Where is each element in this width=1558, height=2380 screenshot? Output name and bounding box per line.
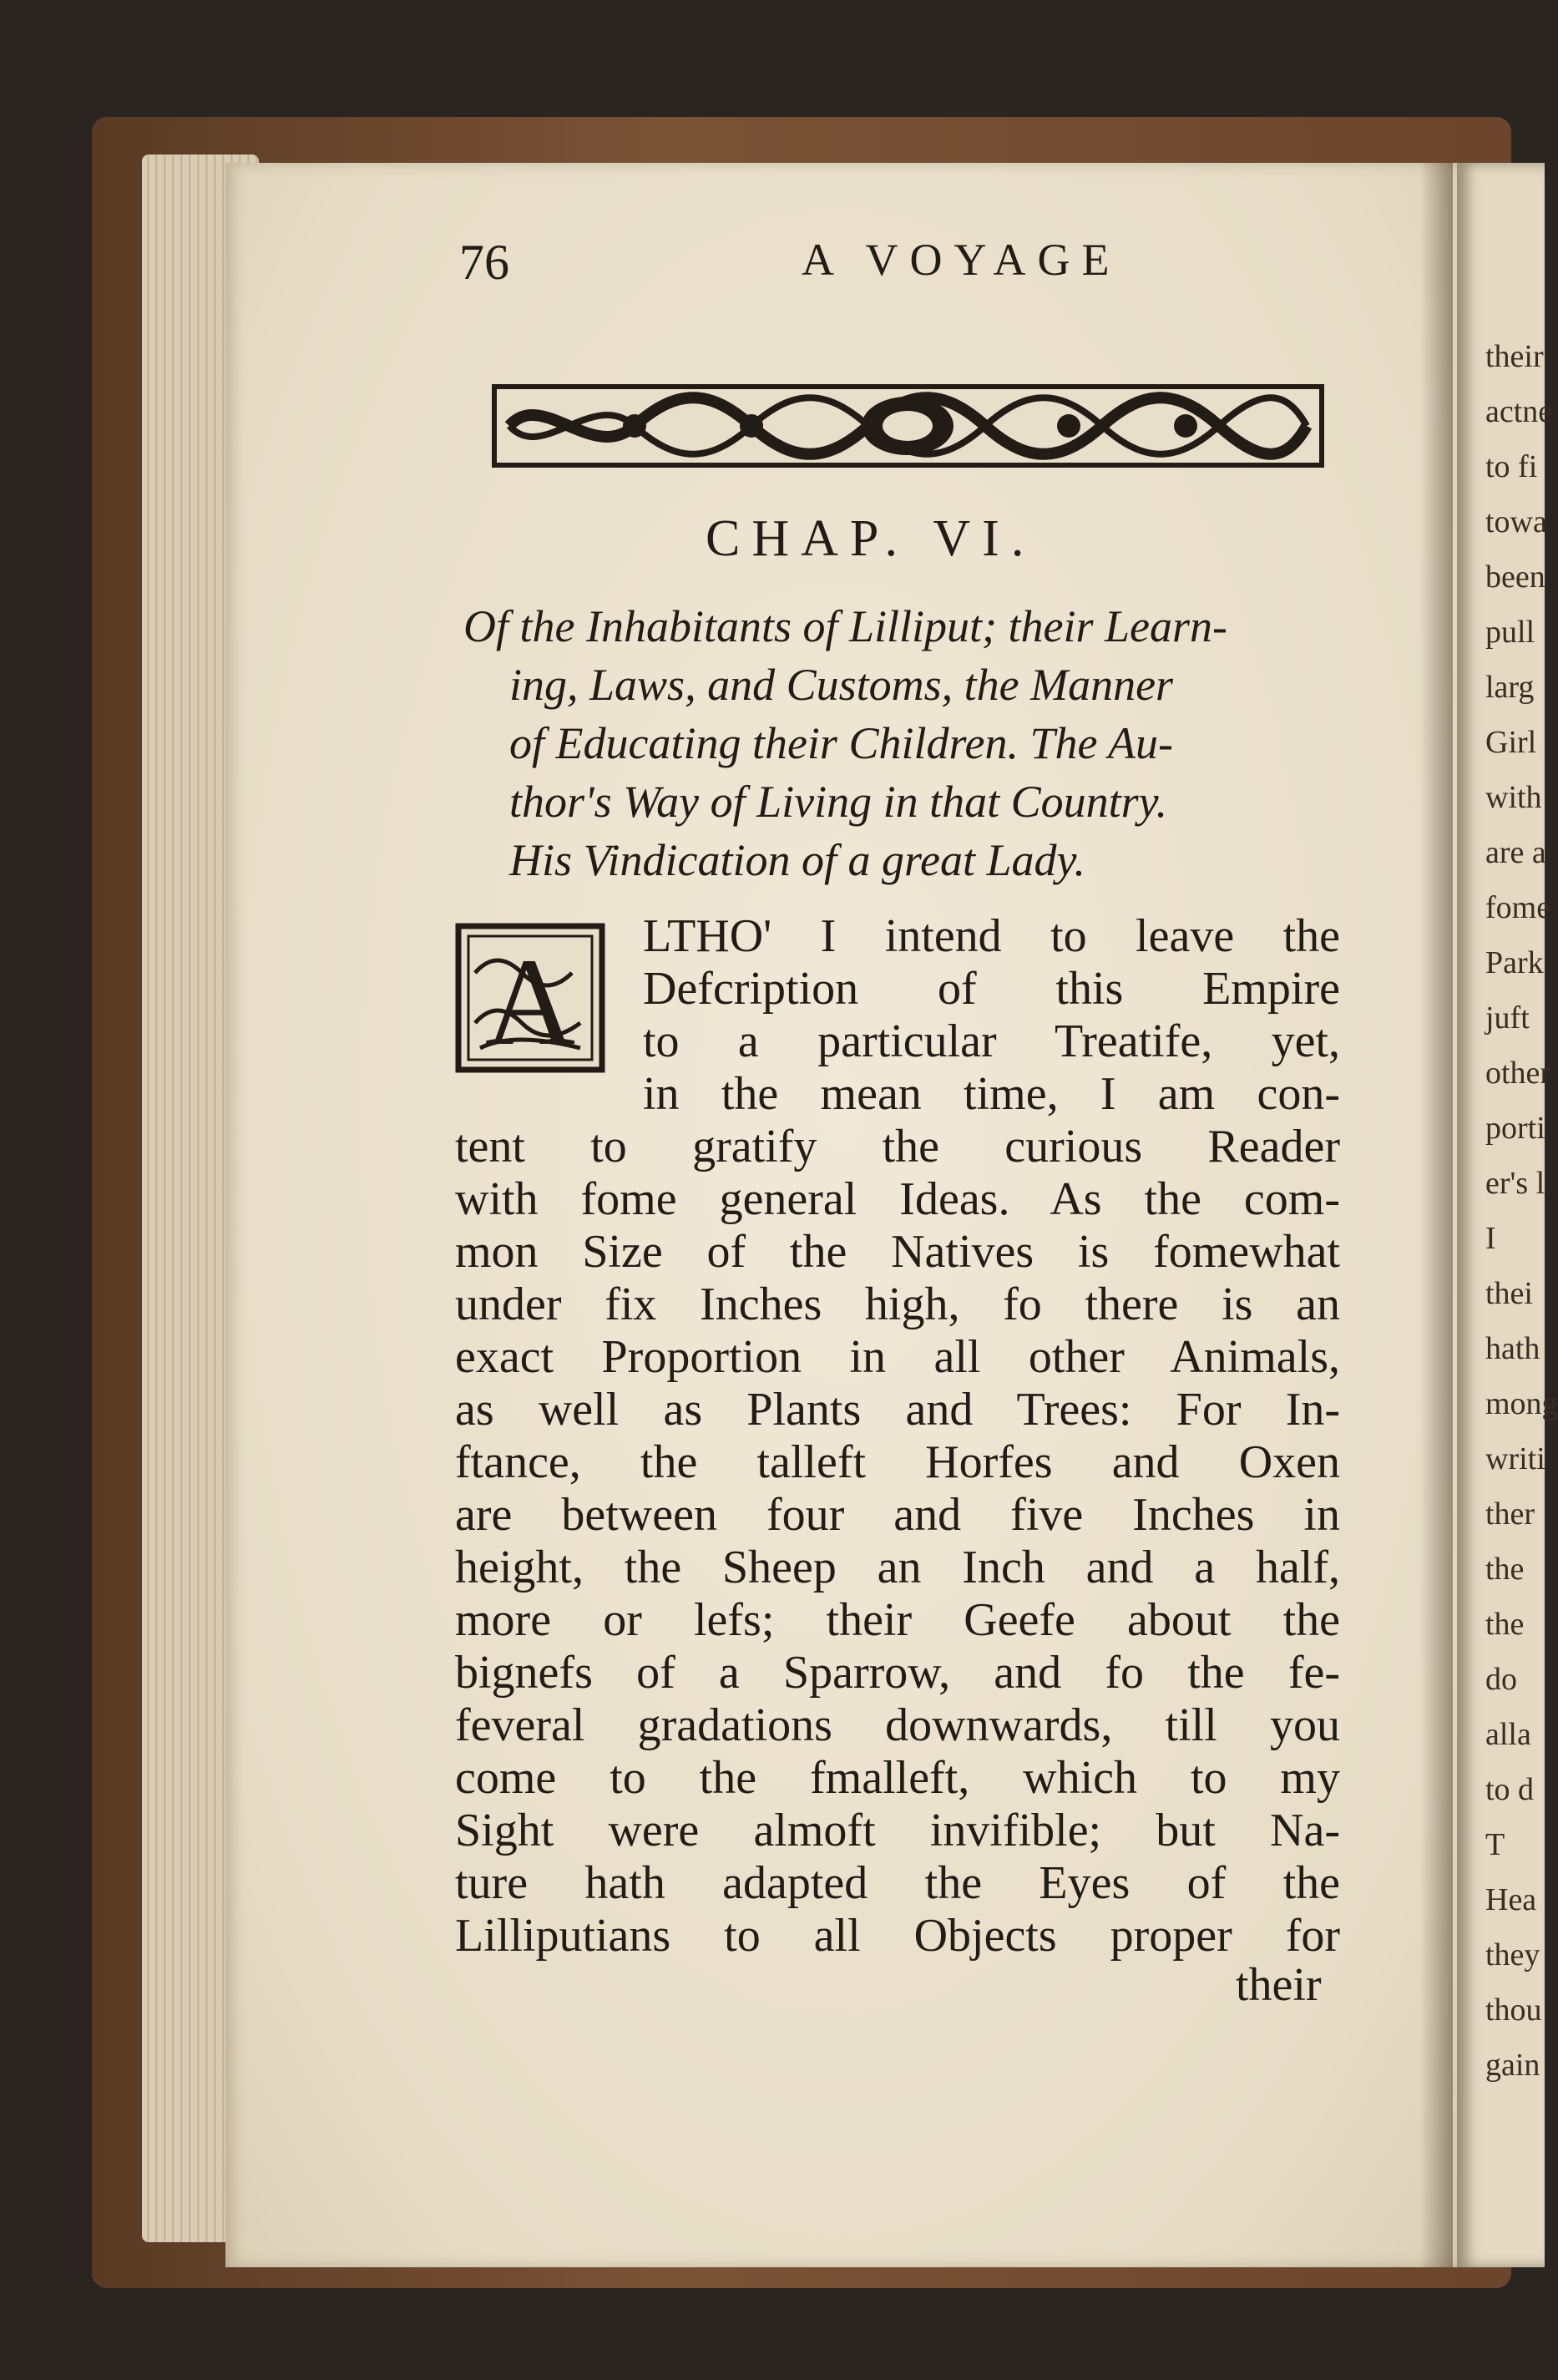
gutter-shadow	[1419, 163, 1453, 2267]
facing-page-fragment: I	[1485, 1221, 1496, 1256]
facing-page-fragment: actne	[1485, 394, 1553, 429]
body-line: feveral gradations downwards, till you	[455, 1699, 1340, 1751]
decorated-initial	[455, 923, 605, 1073]
facing-page-fragment: juft	[1485, 1000, 1530, 1036]
body-line: ftance, the talleft Horfes and Oxen	[455, 1436, 1340, 1488]
body-line: Defcription of this Empire	[643, 963, 1340, 1015]
facing-page-fragment: their	[1485, 339, 1544, 374]
body-line: LTHO' I intend to leave the	[643, 910, 1340, 962]
summary-line: His Vindication of a great Lady.	[509, 835, 1085, 885]
body-line: Lilliputians to all Objects proper for	[455, 1910, 1340, 1962]
facing-page-fragment: writi	[1485, 1441, 1545, 1476]
facing-page-fragment: ther	[1485, 1496, 1535, 1532]
facing-page-fragment: the	[1485, 1607, 1525, 1642]
facing-page-fragment: they	[1485, 1937, 1540, 1972]
body-line: bignefs of a Sparrow, and fo the fe-	[455, 1647, 1340, 1699]
summary-line: thor's Way of Living in that Country.	[509, 777, 1168, 827]
ornament-headpiece	[493, 380, 1323, 472]
page-number: 76	[459, 235, 509, 290]
body-line: in the mean time, I am con-	[643, 1068, 1340, 1120]
facing-page-fragment: Hea	[1485, 1882, 1537, 1917]
catchword: their	[1236, 1959, 1322, 2011]
facing-page-fragment: do	[1485, 1662, 1517, 1697]
facing-page-fragment: Girl	[1485, 725, 1537, 760]
facing-page-fragment: thou	[1485, 1993, 1542, 2028]
facing-page-fragment: porti	[1485, 1111, 1545, 1146]
body-line: as well as Plants and Trees: For In-	[455, 1384, 1340, 1436]
summary-line: ing, Laws, and Customs, the Manner	[509, 660, 1174, 710]
chapter-heading: CHAP. VI.	[706, 510, 1036, 567]
facing-page-fragment: with	[1485, 780, 1542, 815]
facing-page-fragment: been	[1485, 560, 1545, 595]
facing-page-fragment: gain	[1485, 2048, 1540, 2083]
facing-page-fragment: Park	[1485, 945, 1544, 980]
facing-page-fragment: to fi	[1485, 449, 1538, 484]
summary-line: of Educating their Children. The Au-	[509, 718, 1173, 768]
body-line: to a particular Treatife, yet,	[643, 1015, 1340, 1067]
facing-page	[1457, 163, 1558, 2267]
facing-page-fragment: er's l	[1485, 1166, 1545, 1201]
body-line: tent to gratify the curious Reader	[455, 1121, 1340, 1172]
body-line: Sight were almoft invifible; but Na-	[455, 1805, 1340, 1856]
facing-page-fragment: the	[1485, 1552, 1525, 1587]
body-line: come to the fmalleft, which to my	[455, 1752, 1340, 1804]
facing-page-fragment: hath	[1485, 1331, 1540, 1366]
body-line: with fome general Ideas. As the com-	[455, 1173, 1340, 1225]
body-line: exact Proportion in all other Animals,	[455, 1331, 1340, 1383]
facing-page-fragment: thei	[1485, 1276, 1533, 1311]
facing-page-fragment: alla	[1485, 1717, 1531, 1752]
facing-page-fragment: larg	[1485, 670, 1535, 705]
facing-page-fragment: fome	[1485, 890, 1551, 925]
facing-page-fragment: mong	[1485, 1386, 1558, 1421]
body-line: height, the Sheep an Inch and a half,	[455, 1542, 1340, 1593]
chapter-summary	[463, 597, 1340, 889]
body-line: under fix Inches high, fo there is an	[455, 1279, 1340, 1330]
facing-page-fragment: to d	[1485, 1772, 1535, 1807]
body-line: more or lefs; their Geefe about the	[455, 1594, 1340, 1646]
facing-page-fragment: T	[1485, 1827, 1505, 1862]
facing-page-fragment: pull	[1485, 615, 1535, 650]
body-line: are between four and five Inches in	[455, 1489, 1340, 1541]
dropcap-letter: A	[484, 933, 576, 1071]
facing-page-fragment: other	[1485, 1056, 1551, 1091]
facing-page-fragment: are a	[1485, 835, 1546, 870]
running-title: A VOYAGE	[802, 235, 1121, 285]
summary-line: Of the Inhabitants of Lilliput; their Learn-	[463, 601, 1227, 651]
body-line: ture hath adapted the Eyes of the	[455, 1857, 1340, 1909]
facing-page-fragment: towa	[1485, 504, 1547, 539]
body-line: mon Size of the Natives is fomewhat	[455, 1226, 1340, 1278]
